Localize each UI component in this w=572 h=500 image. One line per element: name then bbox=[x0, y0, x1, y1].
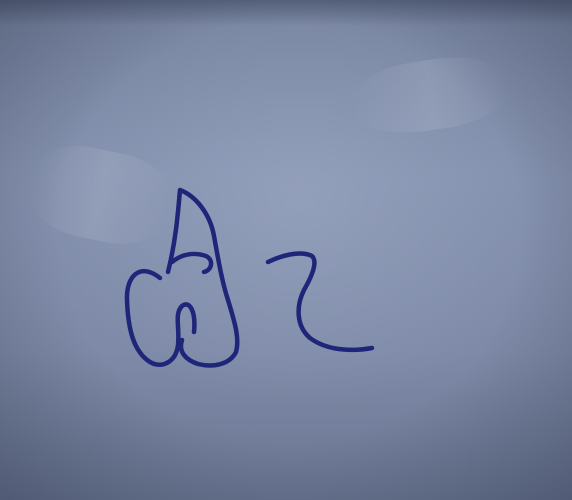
ink-stroke-hook bbox=[268, 254, 372, 350]
ink-stroke-loop-left bbox=[127, 271, 194, 365]
ink-stroke-inner-hook bbox=[172, 254, 211, 272]
